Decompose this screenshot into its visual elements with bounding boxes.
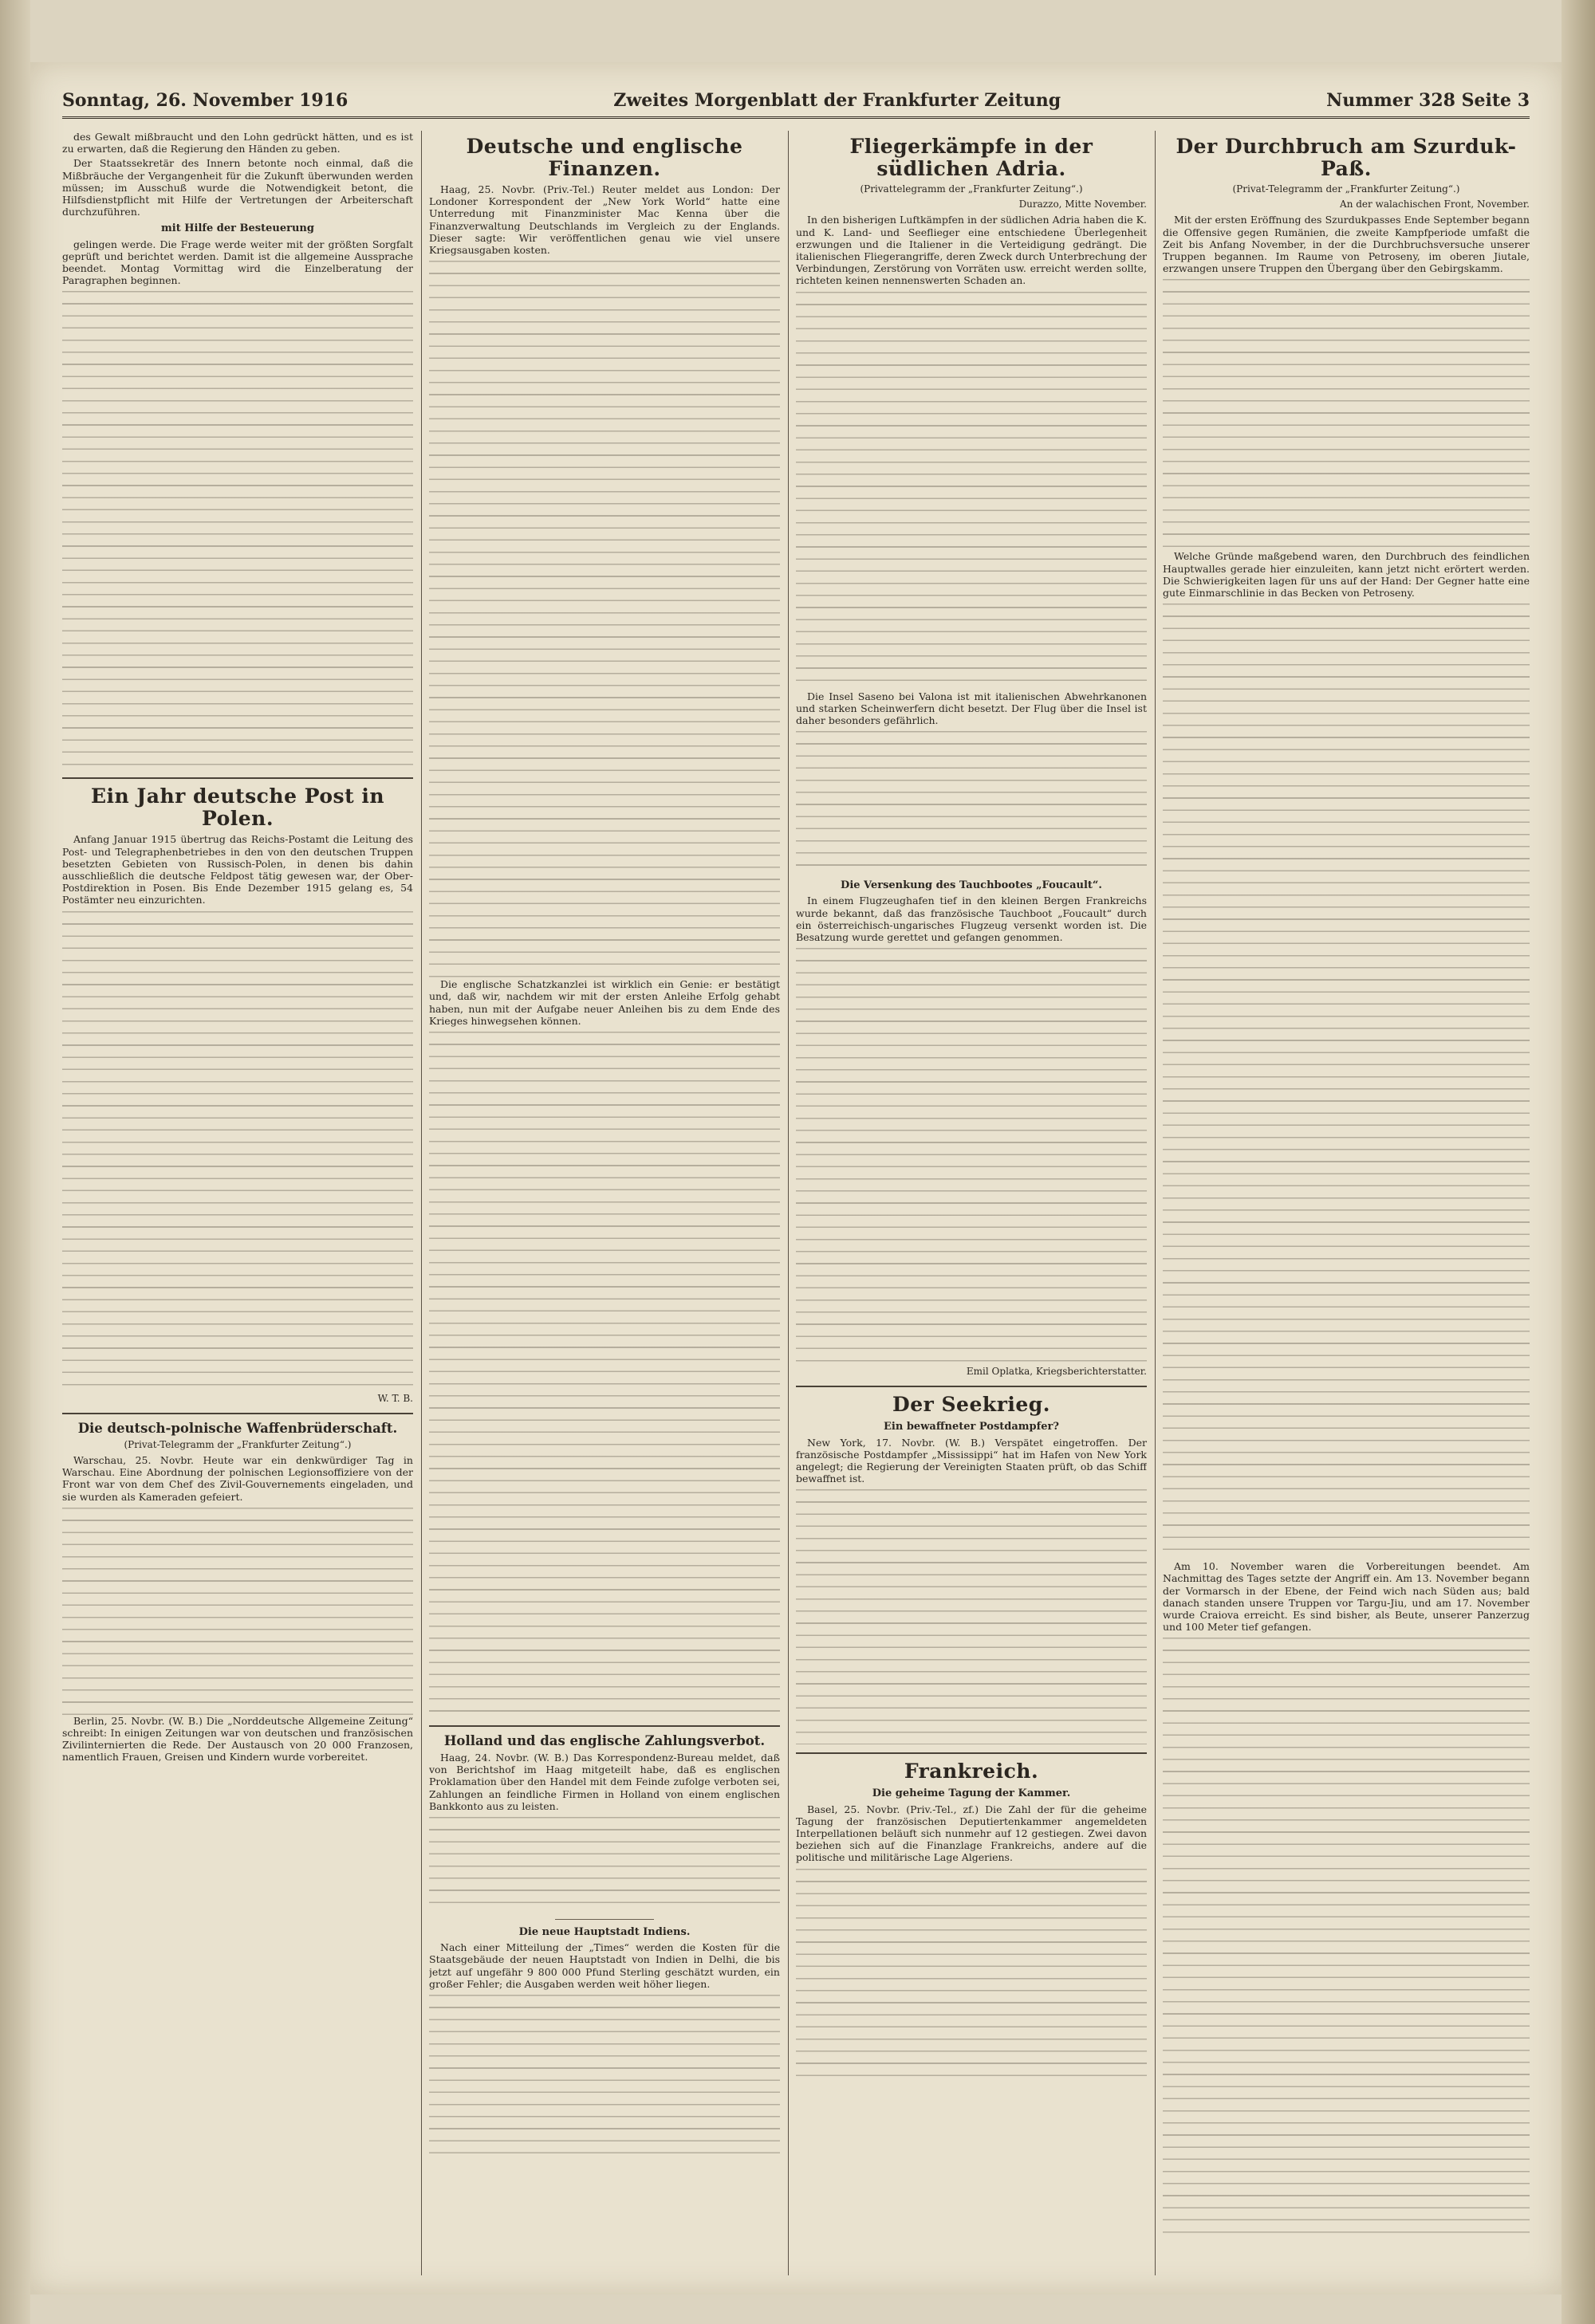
szurduk-text-2: Welche Gründe maßgebend waren, den Durchbruch des feindlichen Hauptwalles gerade hier einzuleiten, kann jetzt nicht erörtert werden. Die Schwierigkeiten lagen für uns auf der Hand: Der Gegner hatte eine gute Einmarschlinie in das Becken von Petroseny.: [1163, 550, 1530, 600]
finanzen-text-lines-2: [429, 1032, 780, 1717]
col1-keyphrase: mit Hilfe der Besteuerung: [161, 222, 314, 235]
masthead-title: Zweites Morgenblatt der Frankfurter Zeitung: [613, 90, 1061, 111]
headline-szurduk: Der Durchbruch am Szurduk-Paß.: [1176, 135, 1517, 180]
col1-intro: des Gewalt mißbraucht und den Lohn gedrückt hätten, und es ist zu erwarten, daß die Regierung den Händen zu geben.: [62, 131, 413, 155]
szurduk-text-lines-3: [1163, 1638, 1530, 2243]
foucault-text-lines: [796, 948, 1147, 1363]
col1-body2: gelingen werde. Die Frage werde weiter mit der größten Sorgfalt geprüft und berichtet werden. Damit ist die allgemeine Aussprache beendet. Montag Vormittag wird die Einzelberatung der Paragraphen beginnen.: [62, 238, 413, 287]
column-1: [62, 131, 413, 2275]
headline-waffenbruederschaft: Die deutsch-polnische Waffenbrüderschaft.: [77, 1420, 398, 1436]
holland-text: Haag, 24. Novbr. (W. B.) Das Korrespondenz-Bureau meldet, daß von Berichtshof im Haag mitgeteilt habe, daß es englischen Proklamation über den Handel mit dem Feinde zufolge verboten sei, Zahlungen an feindliche Firmen in Holland von einem englischen Bankkonto aus zu leisten.: [429, 1752, 780, 1812]
flieger-text-lines: [796, 292, 1147, 690]
col1-separator-2: [62, 1413, 413, 1414]
masthead-date: Sonntag, 26. November 1916: [62, 90, 349, 111]
col2-separator-1: [429, 1725, 780, 1727]
szurduk-subtitle: (Privat-Telegramm der „Frankfurter Zeitung“.): [1232, 183, 1460, 195]
masthead: [62, 85, 1530, 119]
frankreich-subtitle: Die geheime Tagung der Kammer.: [872, 1787, 1071, 1800]
finanzen-text-lines: [429, 261, 780, 978]
column-rule-2: [788, 131, 789, 2275]
newspaper-page: [30, 62, 1562, 2295]
page-right-edge: [1562, 0, 1595, 2324]
seekrieg-subtitle: Ein bewaffneter Postdampfer?: [884, 1421, 1059, 1433]
flieger-subtitle: (Privattelegramm der „Frankfurter Zeitung“.): [860, 183, 1083, 195]
foucault-text: In einem Flugzeughafen tief in den kleinen Bergen Frankreichs wurde bekannt, daß das französische Tauchboot „Foucault“ durch ein österreichisch-ungarisches Flugzeug versenkt worden ist. Die Besatzung wurde gerettet und gefangen genommen.: [796, 895, 1147, 944]
post-polen-signature: W. T. B.: [377, 1392, 413, 1404]
headline-seekrieg: Der Seekrieg.: [892, 1393, 1050, 1417]
column-rule-3: [1155, 131, 1156, 2275]
headline-frankreich: Frankreich.: [904, 1760, 1039, 1783]
headline-finanzen: Deutsche und englische Finanzen.: [466, 135, 743, 180]
masthead-number: Nummer 328 Seite 3: [1326, 90, 1530, 111]
headline-post-polen: Ein Jahr deutsche Post in Polen.: [90, 784, 384, 831]
finanzen-text: Haag, 25. Novbr. (Priv.-Tel.) Reuter meldet aus London: Der Londoner Korrespondent der „New York World“ hatte eine Unterredung mit Finanzminister Mac Kenna über die Finanzverwaltung Deutschlands im Vergleich zu der Englands. Dieser sagte: Wir veröffentlichen genau wie viel unsere Kriegsausgaben kosten.: [429, 183, 780, 257]
col3-separator-1: [796, 1386, 1147, 1387]
col1-body1: Der Staatssekretär des Innern betonte noch einmal, daß die Mißbräuche der Vergangenheit für die Zukunft überwunden werden müssen; im Ausschuß wurde die Notwendigkeit betont, die Hilfsdienstpflicht mit Hilfe der Vertretungen der Arbeiterschaft durchzuführen.: [62, 157, 413, 218]
column-3: [796, 131, 1147, 2275]
frankreich-text: Basel, 25. Novbr. (Priv.-Tel., zf.) Die Zahl der für die geheime Tagung der französischen Deputiertenkammer angemeldeten Interpellationen beläuft sich nunmehr auf 12 gestiegen. Zwei davon beziehen sich auf die Finanzlage Frankreichs, andere auf die politische und militärische Lage Algeriens.: [796, 1803, 1147, 1864]
seekrieg-text-lines: [796, 1489, 1147, 1744]
headline-indien: Die neue Hauptstadt Indiens.: [518, 1926, 691, 1939]
waffen-subtitle: (Privat-Telegramm der „Frankfurter Zeitung“.): [124, 1438, 352, 1450]
waffen-text-lines: [62, 1508, 413, 1715]
col2-divider: [555, 1919, 653, 1920]
headline-holland: Holland und das englische Zahlungsverbot.: [443, 1733, 766, 1749]
indien-text: Nach einer Mitteilung der „Times“ werden die Kosten für die Staatsgebäude der neuen Hauptstadt von Indien in Delhi, die bis jetzt auf ungefähr 9 800 000 Pfund Sterling geschätzt wurden, ein großer Fehler; die Ausgaben werden weit höher liegen.: [429, 1941, 780, 1990]
szurduk-text-3: Am 10. November waren die Vorbereitungen beendet. Am Nachmittag des Tages setzte der Angriff ein. Am 13. November begann der Vormarsch in der Ebene, der Feind wich nach Süden aus; bald danach standen unsere Truppen vor Targu-Jiu, und am 17. November wurde Craiova erreicht. Es sind bisher, als Beute, unserer Panzerzug und 100 Meter tief gefangen.: [1163, 1560, 1530, 1634]
seekrieg-text: New York, 17. Novbr. (W. B.) Verspätet eingetroffen. Der französische Postdampfer „Mississippi“ hat im Hafen von New York angelegt; die Regierung der Vereinigten Staaten prüft, ob das Schiff bewaffnet ist.: [796, 1436, 1147, 1485]
indien-text-lines: [429, 1995, 780, 2154]
szurduk-text-lines: [1163, 279, 1530, 550]
column-4: [1163, 131, 1530, 2275]
flieger-text-lines-2: [796, 731, 1147, 875]
col3-separator-2: [796, 1752, 1147, 1754]
waffen-text: Warschau, 25. Novbr. Heute war ein denkwürdiger Tag in Warschau. Eine Abordnung der polnischen Legionsoffiziere von der Front war von dem Chef des Zivil-Gouvernements eingeladen, und sie wurden als Kameraden gefeiert.: [62, 1454, 413, 1503]
col1-text-lines: [62, 291, 413, 769]
szurduk-dateline: An der walachischen Front, November.: [1340, 199, 1530, 210]
flieger-dateline: Durazzo, Mitte November.: [1018, 199, 1147, 210]
page-left-edge: [0, 0, 30, 2324]
headline-fliegerkaempfe: Fliegerkämpfe in der südlichen Adria.: [849, 135, 1093, 180]
foucault-signature: Emil Oplatka, Kriegsberichterstatter.: [966, 1366, 1147, 1378]
post-polen-text: Anfang Januar 1915 übertrug das Reichs-Postamt die Leitung des Post- und Telegraphenbetriebes in den von den deutschen Truppen besetzten Gebieten von Russisch-Polen, in denen bis dahin ausschließlich die deutsche Feldpost tätig gewesen war, der Ober-Postdirektion in Posen. Bis Ende Dezember 1915 gelang es, 54 Postämter neu einzurichten.: [62, 833, 413, 906]
waffen-text-2: Berlin, 25. Novbr. (W. B.) Die „Norddeutsche Allgemeine Zeitung“ schreibt: In einigen Zeitungen war von deutschen und französischen Zivilinternierten die Rede. Der Austausch von 20 000 Franzosen, namentlich Frauen, Greisen und Kindern wurde vorbereitet.: [62, 1714, 413, 1764]
finanzen-text-2: Die englische Schatzkanzlei ist wirklich ein Genie: er bestätigt und, daß wir, nachdem wir mit der ersten Anleihe Erfolg gehabt haben, nun mit der Aufgabe neuer Anleihen bis zu dem Ende des Krieges hinwegsehen können.: [429, 978, 780, 1027]
col1-separator-1: [62, 777, 413, 779]
column-rule-1: [421, 131, 422, 2275]
flieger-text: In den bisherigen Luftkämpfen in der südlichen Adria haben die K. und K. Land- und Seeflieger eine entschiedene Überlegenheit erzwungen und die Italiener in die Verteidigung gedrängt. Die italienischen Fliegerangriffe, deren Zweck durch Unterbrechung der Verbindungen, Zerstörung von Vorräten usw. erreicht werden sollte, richteten keinen nennenswerten Schaden an.: [796, 214, 1147, 287]
szurduk-text: Mit der ersten Eröffnung des Szurdukpasses Ende September begann die Offensive gegen Rumänien, die zweite Kampfperiode umfaßt die Zeit bis Anfang November, in der die Durchbruchsversuche unserer Truppen begannen. Im Raume von Petroseny, im oberen Jiutale, erzwangen unsere Truppen den Übergang über den Gebirgskamm.: [1163, 214, 1530, 275]
headline-foucault: Die Versenkung des Tauchbootes „Foucault“.: [841, 879, 1102, 892]
flieger-text-2: Die Insel Saseno bei Valona ist mit italienischen Abwehrkanonen und starken Scheinwerfern dicht besetzt. Der Flug über die Insel ist daher besonders gefährlich.: [796, 690, 1147, 727]
column-2: [429, 131, 780, 2275]
holland-text-lines: [429, 1817, 780, 1913]
szurduk-text-lines-2: [1163, 604, 1530, 1560]
post-polen-text-lines: [62, 911, 413, 1390]
frankreich-text-lines: [796, 1869, 1147, 2076]
